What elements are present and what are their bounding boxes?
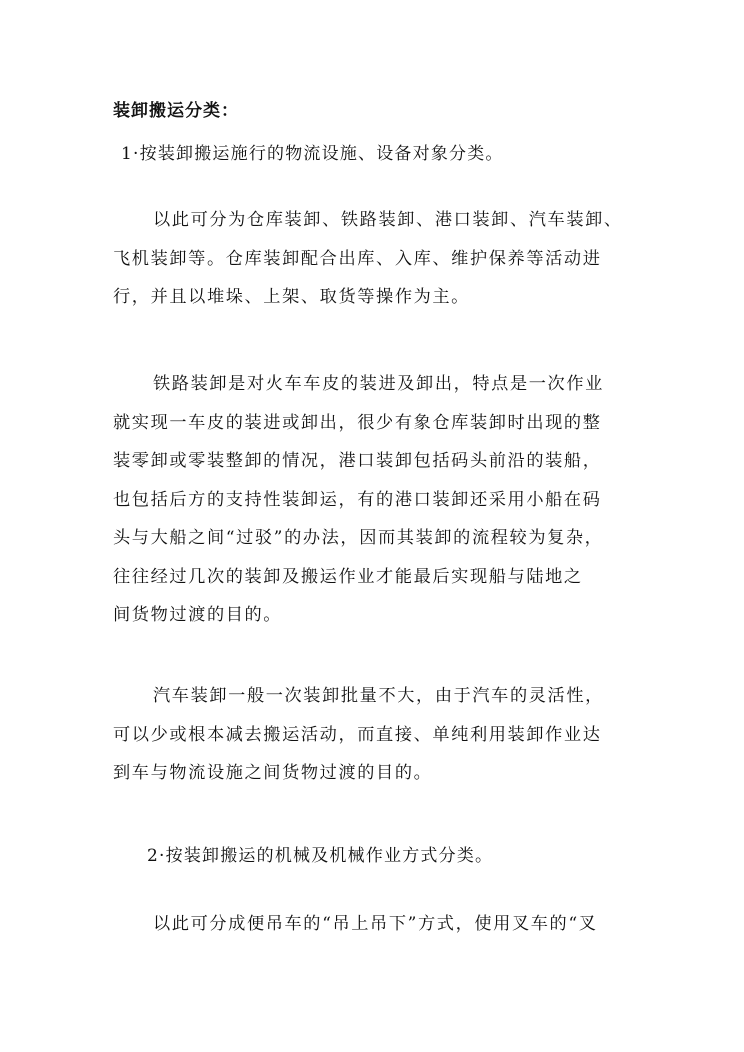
paragraph-line: 装零卸或零装整卸的情况，港口装卸包括码头前沿的装船， [113,451,602,471]
paragraph-machinery [113,905,633,944]
section-heading: 装卸搬运分类： [113,101,239,121]
paragraph-line: 往往经过几次的装卸及搬运作业才能最后实现船与陆地之 [113,566,583,587]
paragraph-line: 行，并且以堆垛、上架、取货等操作为主。 [113,287,470,307]
paragraph-line: 以此可分为仓库装卸、铁路装卸、港口装卸、汽车装卸、 [153,210,623,230]
paragraph-line: 可以少或根本减去搬运活动，而直接、单纯利用装卸作业达 [113,724,602,745]
paragraph-line: 到车与物流设施之间货物过渡的目的。 [113,763,433,783]
paragraph-line: 头与大船之间“过驳”的办法，因而其装卸的流程较为复杂， [113,528,604,548]
paragraph-line: 铁路装卸是对火车车皮的装进及卸出，特点是一次作业 [153,374,604,394]
paragraph-line: 也包括后方的支持性装卸运，有的港口装卸还采用小船在码 [113,489,602,510]
category-item-2: 2·按装卸搬运的机械及机械作业方式分类。 [147,846,494,866]
paragraph-line: 以此可分成便吊车的“吊上吊下”方式，使用叉车的“叉 [153,914,598,934]
category-item-1: 1·按装卸搬运施行的物流设施、设备对象分类。 [121,144,504,164]
paragraph-line: 汽车装卸一般一次装卸批量不大，由于汽车的灵活性， [153,686,604,706]
paragraph-line: 就实现一车皮的装进或卸出，很少有象仓库装卸时出现的整 [113,412,602,433]
paragraph-truck [113,677,633,793]
paragraph-line: 飞机装卸等。仓库装卸配合出库、入库、维护保养等活动进 [113,248,602,269]
paragraph-warehouse [113,201,633,317]
paragraph-line: 间货物过渡的目的。 [113,605,283,625]
paragraph-railway [113,365,633,635]
